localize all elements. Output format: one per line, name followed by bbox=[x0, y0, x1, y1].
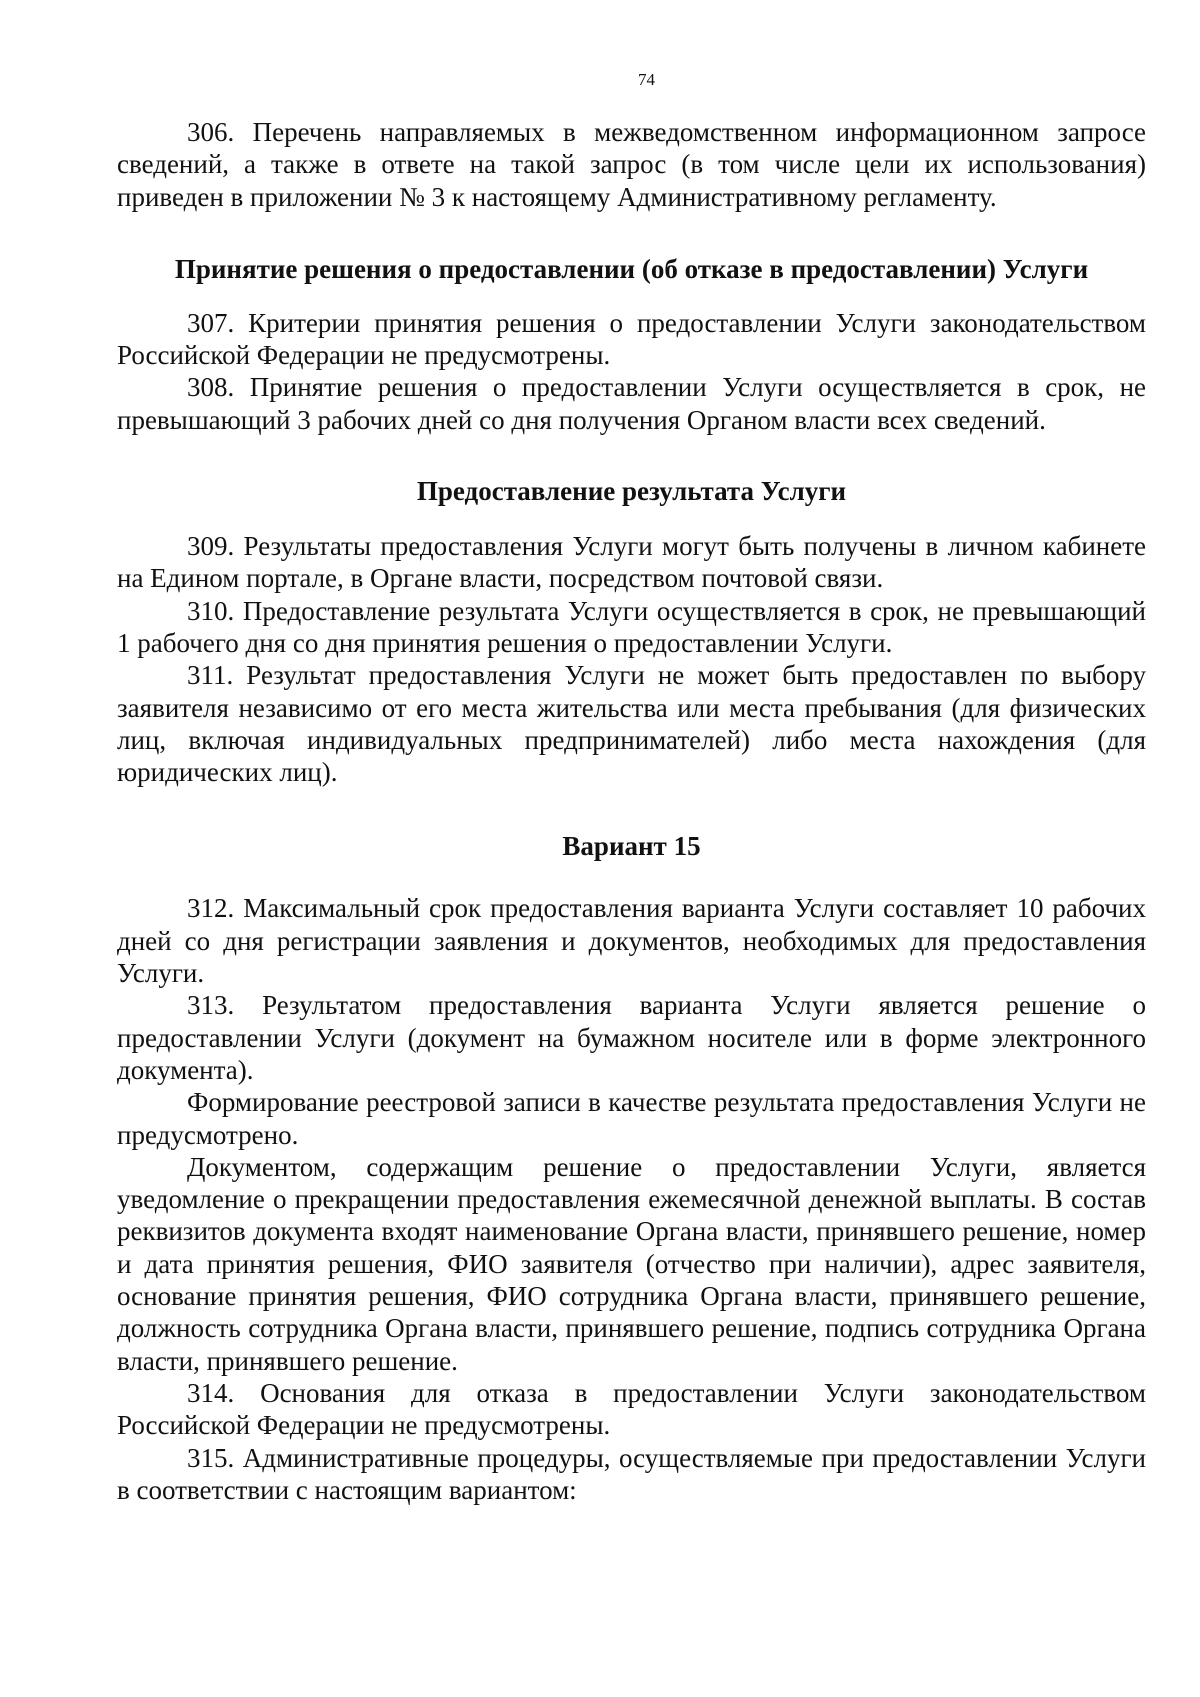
section-heading-decision: Принятие решения о предоставлении (об отказе в предоставлении) Услуги bbox=[174, 253, 1089, 284]
page-number: 74 bbox=[638, 70, 655, 89]
paragraph-313-document: Документом, содержащим решение о предоставлении Услуги, является уведомление о прекращении предоставления ежемесячной денежной выплаты. В состав реквизитов документа входят наименование Органа власти, принявшего решение, номер и дата принятия решения, ФИО заявителя (отчество при наличии), адрес заявителя, основание принятия решения, ФИО сотрудника Органа власти, принявшего решение, должность сотрудника Органа власти, принявшего решение, подпись сотрудника Органа власти, принявшего решение. bbox=[117, 1151, 1146, 1376]
paragraph-308: 308. Принятие решения о предоставлении Услуги осуществляется в срок, не превышающий 3 рабочих дней со дня получения Органом власти всех сведений. bbox=[117, 372, 1146, 435]
paragraph-306: 306. Перечень направляемых в межведомственном информационном запросе сведений, а также в ответе на такой запрос (в том числе цели их использования) приведен в приложении № 3 к настоящему Административному регламенту. bbox=[117, 117, 1146, 212]
paragraph-309: 309. Результаты предоставления Услуги могут быть получены в личном кабинете на Едином портале, в Органе власти, посредством почтовой связи. bbox=[117, 531, 1146, 594]
document-page bbox=[117, 60, 1146, 1506]
paragraph-312: 312. Максимальный срок предоставления варианта Услуги составляет 10 рабочих дней со дня регистрации заявления и документов, необходимых для предоставления Услуги. bbox=[117, 893, 1146, 989]
paragraph-315: 315. Административные процедуры, осуществляемые при предоставлении Услуги в соответствии с настоящим вариантом: bbox=[117, 1442, 1146, 1505]
paragraph-313: 313. Результатом предоставления варианта Услуги является решение о предоставлении Услуги (документ на бумажном носителе или в форме электронного документа). bbox=[117, 990, 1146, 1085]
paragraph-311: 311. Результат предоставления Услуги не может быть предоставлен по выбору заявителя независимо от его места жительства или места пребывания (для физических лиц, включая индивидуальных предпринимателей) либо места нахождения (для юридических лиц). bbox=[117, 660, 1146, 788]
paragraph-313-registry: Формирование реестровой записи в качестве результата предоставления Услуги не предусмотрено. bbox=[117, 1087, 1146, 1150]
paragraph-310: 310. Предоставление результата Услуги осуществляется в срок, не превышающий 1 рабочего дня со дня принятия решения о предоставлении Услуги. bbox=[117, 595, 1146, 658]
paragraph-307: 307. Критерии принятия решения о предоставлении Услуги законодательством Российской Федерации не предусмотрены. bbox=[117, 307, 1146, 371]
paragraph-314: 314. Основания для отказа в предоставлении Услуги законодательством Российской Федерации не предусмотрены. bbox=[117, 1377, 1146, 1441]
section-heading-variant: Вариант 15 bbox=[562, 831, 701, 862]
section-heading-result: Предоставление результата Услуги bbox=[416, 476, 847, 507]
